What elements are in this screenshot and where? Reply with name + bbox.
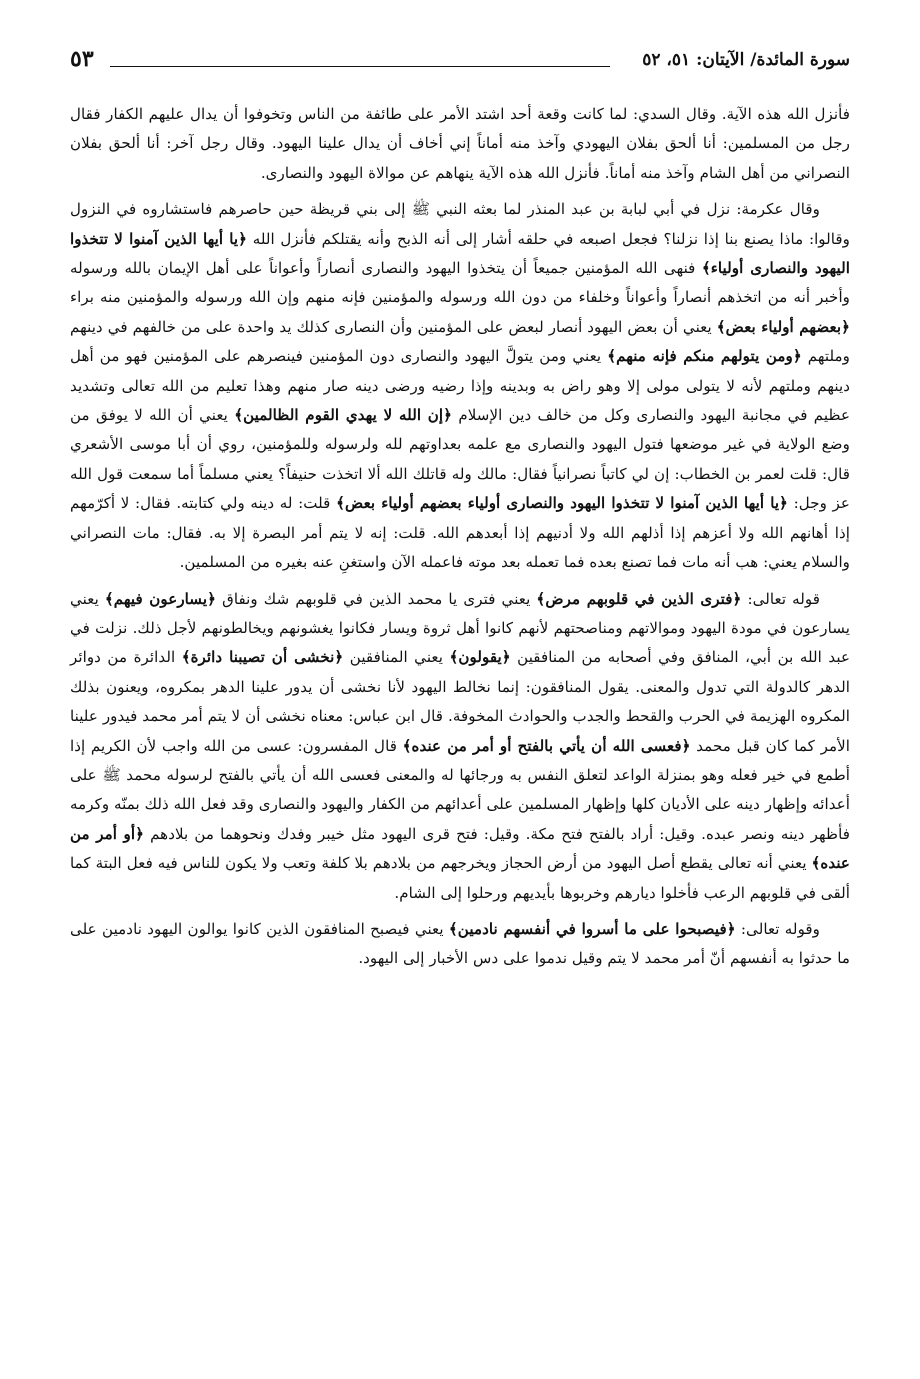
quran-quote: ﴿أو أمر من عنده﴾ <box>70 824 850 873</box>
text-segment: يعني أن الله لا يوفق من وضع الولاية في غير موضعها فتول اليهود والنصارى مع علمه بعداوتهم لله ولرسوله وللمؤمنين، روي أن أبا موسى الأشعري قال: قلت لعمر بن الخطاب: إن لي كاتباً نصرانياً فقال: مالك وله قاتلك الله ألا اتخذت حنيفاً؟ يعني مسلماً أما سمعت قول الله عز وجل: <box>70 406 850 513</box>
quran-quote: ﴿ومن يتولهم منكم فإنه منهم﴾ <box>607 347 802 366</box>
text-segment: قلت: له دينه ولي كتابته. فقال: لا أكرّمهم إذا أهانهم الله ولا أعزهم إذا أذلهم الله ولا أدنيهم إذا أبعدهم الله. قلت: إنه لا يتم أمر البصرة إلا به. فقال: مات النصراني والسلام يعني: هب أنه مات فما تصنع بعده فما تعمله بعد موته فاعمله الآن واستغنِ عنه بغيره من المسلمين. <box>70 494 850 572</box>
quran-quote: ﴿يقولون﴾ <box>449 648 511 667</box>
quran-quote: ﴿فعسى الله أن يأتي بالفتح أو أمر من عنده﴾ <box>402 736 691 755</box>
quran-quote: ﴿فيصبحوا على ما أسروا في أنفسهم نادمين﴾ <box>448 919 736 938</box>
quran-quote: ﴿فترى الذين في قلوبهم مرض﴾ <box>536 589 742 608</box>
text-segment: يعني أنه تعالى يقطع أصل اليهود من أرض الحجاز ويخرجهم من بلادهم بلا كلفة وتعب ولا يكون للناس فيه فعل البتة كما ألقى في قلوبهم الرعب فأخلوا ديارهم وخربوها بأيديهم ورحلوا إلى الشام. <box>70 854 850 902</box>
text-segment: وقوله تعالى: <box>735 919 821 938</box>
text-segment: قال المفسرون: عسى من الله واجب لأن الكريم إذا أطمع في خير فعله وهو بمنزلة الواعد لتعلق النفس به ورجائها له والمعنى فعسى الله أن يأتي بالفتح لرسوله محمد ﷺ على أعدائه وإظهار دينه على الأديان كلها وإظهار المسلمين على أعدائهم من الكفار واليهود والنصارى وقد فعل الله ذلك بمنّه وكرمه فأظهر دينه ونصر عبده. وقيل: أراد بالفتح فتح مكة. وقيل: فتح قرى اليهود مثل خيبر وفدك ونحوهما من بلادهم <box>69 736 850 843</box>
text-segment: فنهى الله المؤمنين جميعاً أن يتخذوا اليهود والنصارى أنصاراً وأعواناً على أهل الإيمان بالله ورسوله وأخبر أنه من اتخذهم أنصاراً وأعواناً وخلفاء من دون الله ورسوله والمؤمنين فإنه منهم وإن الله ورسوله والمؤمنين منه براء <box>70 259 850 307</box>
quran-quote: ﴿يا أيها الذين آمنوا لا تتخذوا اليهود والنصارى أولياء﴾ <box>70 229 850 278</box>
paragraph <box>70 100 850 188</box>
text-segment: وقال عكرمة: نزل في أبي لبابة بن عبد المنذر لما بعثه النبي ﷺ إلى بني قريظة حين حاصرهم فاستشاروه في النزول وقالوا: ماذا يصنع بنا إذا نزلنا؟ فجعل اصبعه في حلقه أشار إلى أنه الذبح وأنه يقتلكم فأنزل الله <box>70 200 850 248</box>
text-segment: يعني يسارعون في مودة اليهود وموالاتهم ومناصحتهم لأنهم كانوا أهل ثروة ويسار فكانوا يغشونهم ويخالطونهم لأجل ذلك. نزلت في عبد الله بن أبي، المنافق وفي أصحابه من المنافقين <box>70 589 851 667</box>
quran-quote: ﴿يا أيها الذين آمنوا لا تتخذوا اليهود والنصارى أولياء بعضهم أولياء بعض﴾ <box>336 494 788 513</box>
paragraph <box>70 585 850 908</box>
text-segment: يعني ومن يتولَّ اليهود والنصارى دون المؤمنين فينصرهم على المؤمنين فهو من أهل دينهم وملتهم لأنه لا يتولى مولى إلا وهو راض به وبدينه وإذا رضيه ورضى دينه صار منهم وهذا تعليم من الله تعالى وتشديد عظيم في مجانبة اليهود والنصارى وكل من خالف دين الإسلام <box>70 347 851 425</box>
text-segment: يعني المنافقين <box>343 648 450 667</box>
quran-quote: ﴿يسارعون فيهم﴾ <box>104 589 216 608</box>
text-segment: يعني فيصبح المنافقون الذين كانوا يوالون اليهود نادمين على ما حدثوا به أنفسهم أنّ أمر محمد لا يتم وقيل ندموا على دس الأخبار إلى اليهود. <box>70 919 850 968</box>
text-segment: يعني فترى يا محمد الذين في قلوبهم شك ونفاق <box>215 589 537 608</box>
body-text <box>70 100 850 981</box>
running-title: سورة المائدة/ الآيتان: ٥١، ٥٢ <box>642 50 850 70</box>
header-rule <box>110 66 610 67</box>
text-segment: فأنزل الله هذه الآية. وقال السدي: لما كانت وقعة أحد اشتد الأمر على طائفة من الناس وتخوفوا أن يدال عليهم الكفار فقال رجل من المسلمين: أنا ألحق بفلان اليهودي وآخذ منه أماناً إني أخاف أن يدال علينا اليهود. وقال رجل آخر: أنا ألحق بفلان النصراني من أهل الشام وآخذ منه أماناً. فأنزل الله هذه الآية ينهاهم عن موالاة اليهود والنصارى. <box>70 105 850 182</box>
quran-quote: ﴿نخشى أن تصيبنا دائرة﴾ <box>181 648 344 667</box>
page-header <box>70 42 850 82</box>
paragraph <box>70 915 850 974</box>
text-segment: يعني أن بعض اليهود أنصار لبعض على المؤمنين وأن النصارى كذلك يد واحدة على من خالفهم في دينهم وملتهم <box>70 317 850 366</box>
text-segment: قوله تعالى: <box>741 589 820 608</box>
paragraph <box>70 195 850 577</box>
quran-quote: ﴿بعضهم أولياء بعض﴾ <box>716 317 850 336</box>
text-segment: الدائرة من دوائر الدهر كالدولة التي تدول والمعنى. يقول المنافقون: إنما نخالط اليهود لأنا نخشى أن يدور علينا الدهر بمكروه، ويعنون بذلك المكروه الهزيمة في الحرب والقحط والجدب والحوادث المخوفة. قال ابن عباس: معناه نخشى أن لا يتم أمر محمد فيدور علينا الأمر كما كان قبل محمد <box>70 648 850 755</box>
page-number: ٥٣ <box>70 46 94 72</box>
quran-quote: ﴿إن الله لا يهدي القوم الظالمين﴾ <box>234 406 453 425</box>
